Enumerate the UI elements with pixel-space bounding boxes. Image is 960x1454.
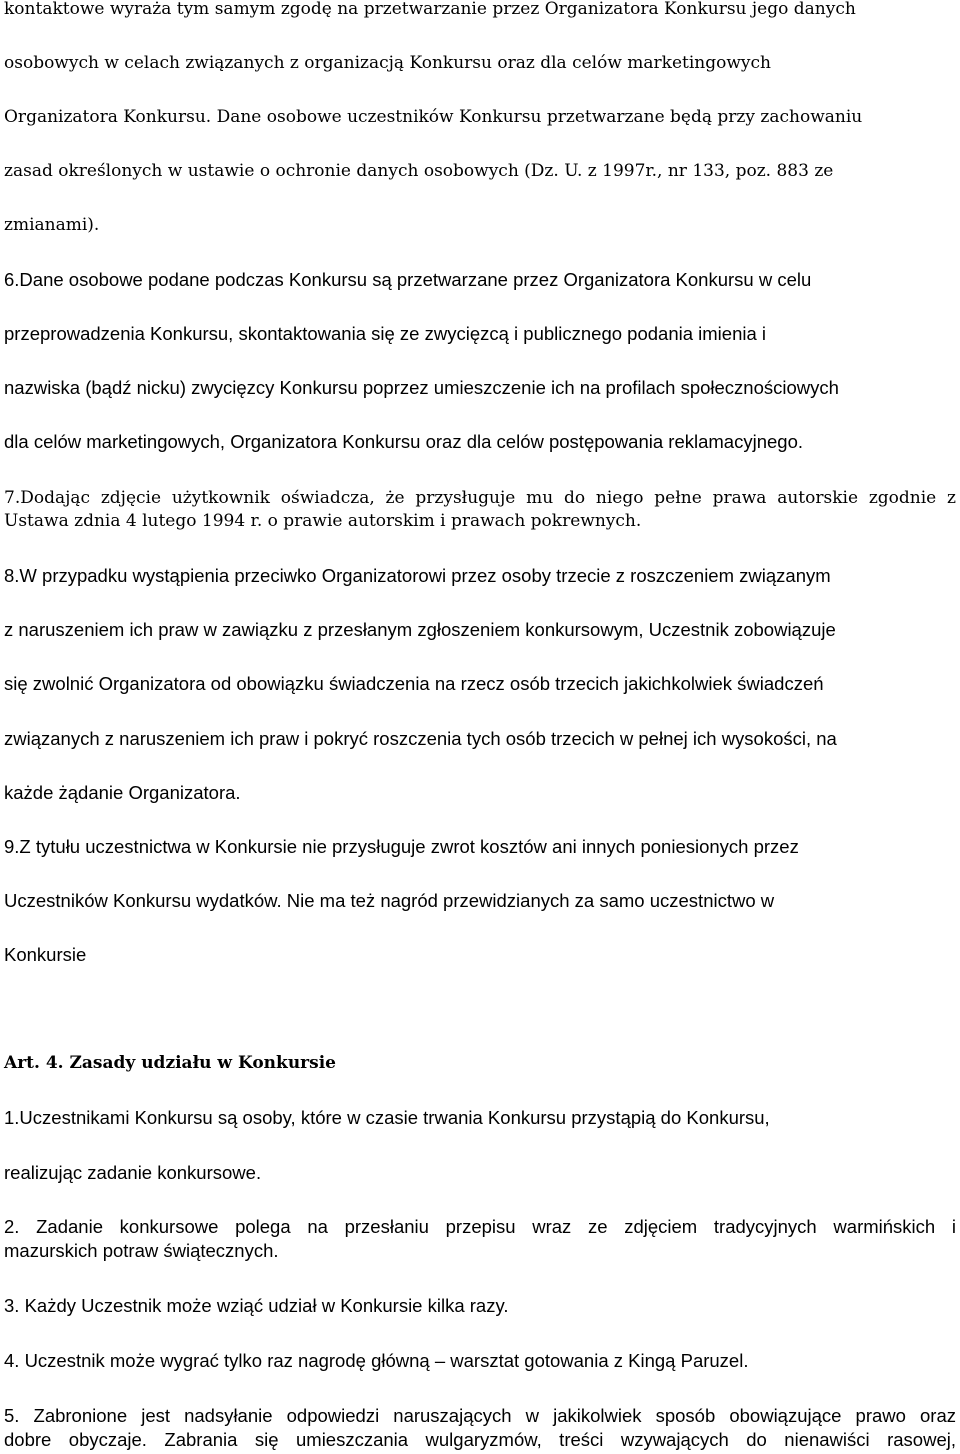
section-heading: Art. 4. Zasady udziału w Konkursie <box>4 1053 336 1073</box>
text-line: się zwolnić Organizatora od obowiązku świadczenia na rzecz osób trzecich jakichkolwiek świadczeń <box>4 673 824 694</box>
text-line: Konkursie <box>4 944 87 965</box>
text-line: 1.Uczestnikami Konkursu są osoby, które w czasie trwania Konkursu przystąpią do Konkursu, <box>4 1107 770 1128</box>
text-line: z naruszeniem ich praw w zawiązku z przesłanym zgłoszeniem konkursowym, Uczestnik zobowiązuje <box>4 619 836 640</box>
text-line: 5. Zabronione jest nadsyłanie odpowiedzi naruszających w jakikolwiek sposób obowiązujące prawo oraz <box>4 1405 956 1426</box>
text-line: realizując zadanie konkursowe. <box>4 1162 262 1183</box>
text-line: 9.Z tytułu uczestnictwa w Konkursie nie przysługuje zwrot kosztów ani innych poniesionych przez <box>4 836 799 857</box>
text-line: zasad określonych w ustawie o ochronie danych osobowych (Dz. U. z 1997r., nr 133, poz. 883 ze <box>4 161 834 181</box>
text-line: związanych z naruszeniem ich praw i pokryć roszczenia tych osób trzecich w pełnej ich wysokości, na <box>4 728 837 749</box>
text-line: 8.W przypadku wystąpienia przeciwko Organizatorowi przez osoby trzecie z roszczeniem związanym <box>4 565 831 586</box>
text-line: osobowych w celach związanych z organizacją Konkursu oraz dla celów marketingowych <box>4 53 771 73</box>
text-line: 4. Uczestnik może wygrać tylko raz nagrodę główną – warsztat gotowania z Kingą Paruzel. <box>4 1350 749 1371</box>
text-line: Ustawa zdnia 4 lutego 1994 r. o prawie autorskim i prawach pokrewnych. <box>4 511 642 531</box>
text-line: zmianami). <box>4 215 100 235</box>
text-line: nazwiska (bądź nicku) zwycięzcy Konkursu poprzez umieszczenie ich na profilach społecznościowych <box>4 377 839 398</box>
text-line: każde żądanie Organizatora. <box>4 782 241 803</box>
text-line: Organizatora Konkursu. Dane osobowe uczestników Konkursu przetwarzane będą przy zachowaniu <box>4 107 863 127</box>
text-line: dobre obyczaje. Zabrania się umieszczania wulgaryzmów, treści wzywających do nienawiści rasowej, <box>4 1429 956 1450</box>
text-line: 2. Zadanie konkursowe polega na przesłaniu przepisu wraz ze zdjęciem tradycyjnych warmińskich i <box>4 1216 956 1237</box>
text-line: 6.Dane osobowe podane podczas Konkursu są przetwarzane przez Organizatora Konkursu w celu <box>4 269 812 290</box>
text-line: przeprowadzenia Konkursu, skontaktowania się ze zwycięzcą i publicznego podania imienia i <box>4 323 767 344</box>
text-line: Uczestników Konkursu wydatków. Nie ma też nagród przewidzianych za samo uczestnictwo w <box>4 890 775 911</box>
text-line: dla celów marketingowych, Organizatora Konkursu oraz dla celów postępowania reklamacyjnego. <box>4 431 803 452</box>
text-line: kontaktowe wyraża tym samym zgodę na przetwarzanie przez Organizatora Konkursu jego danych <box>4 0 856 19</box>
text-line: mazurskich potraw świątecznych. <box>4 1240 279 1261</box>
text-line: 3. Każdy Uczestnik może wziąć udział w Konkursie kilka razy. <box>4 1295 509 1316</box>
text-line: 7.Dodając zdjęcie użytkownik oświadcza, że przysługuje mu do niego pełne prawa autorskie zgodnie z <box>4 488 956 508</box>
